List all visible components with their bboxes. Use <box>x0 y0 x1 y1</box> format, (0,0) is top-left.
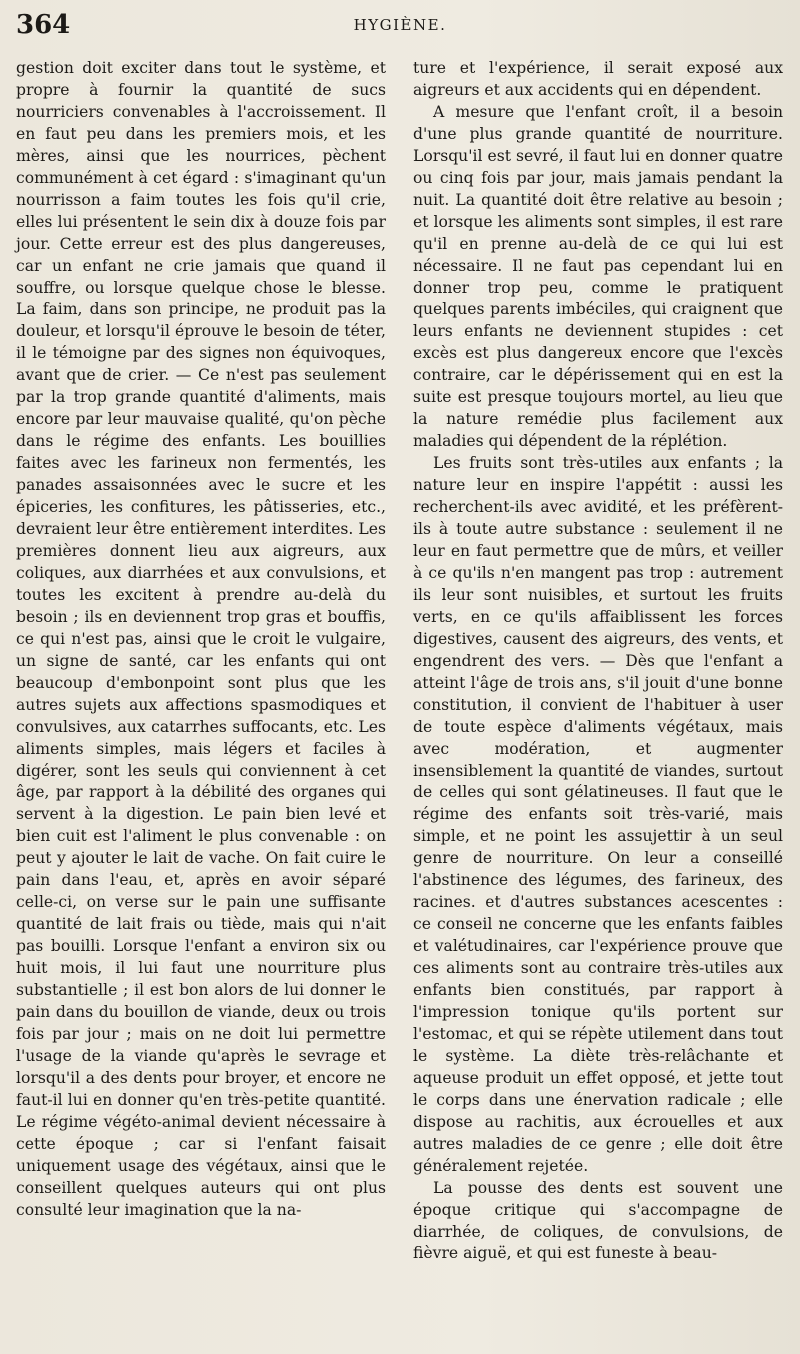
paragraph: Les fruits sont très-utiles aux enfants ; la nature leur en inspire l'appétit : aussi les recherchent-ils avec avidité, et les préfèrent-ils à toute autre substance : seulement il ne leur en faut permettre que de mûrs, et veiller à ce qu'ils n'en mangent pas trop : autrement ils leur sont nuisibles, et surtout les fruits verts, en ce qu'ils affaiblissent les forces digestives, causent des aigreurs, des vents, et engendrent des vers. — Dès que l'enfant a atteint l'âge de trois ans, s'il jouit d'une bonne constitution, il convient de l'habituer à user de toute espèce d'aliments végétaux, mais avec modération, et augmenter insensiblement la quantité de viandes, surtout de celles qui sont gélatineuses. Il faut que le régime des enfants soit très-varié, mais simple, et ne point les assujettir à un seul genre de nourriture. On leur a conseillé l'abstinence des légumes, des farineux, des racines. et d'autres substances acescentes : ce conseil ne concerne que les enfants faibles et valétudinaires, car l'expérience prouve que ces aliments sont au contraire très-utiles aux enfants bien constitués, par rapport à l'impression tonique qu'ils portent sur l'estomac, et qui se répète utilement dans tout le système. La diète très-relâchante et aqueuse produit un effet opposé, et jette tout le corps dans une énervation radicale ; elle dispose au rachitis, aux écrouelles et aux autres maladies de ce genre ; elle doit être généralement rejetée. <box>413 454 783 1175</box>
paragraph: A mesure que l'enfant croît, il a besoin d'une plus grande quantité de nourriture. Lorsqu'il est sevré, il faut lui en donner quatre ou cinq fois par jour, mais jamais pendant la nuit. La quantité doit être relative au besoin ; et lorsque les aliments sont simples, il est rare qu'il en prenne au-delà de ce qui lui est nécessaire. Il ne faut pas cependant lui en donner trop peu, comme le pratiquent quelques parents imbéciles, qui craignent que leurs enfants ne deviennent stupides : cet excès est plus dangereux encore que l'excès contraire, car le dépérissement qui en est la suite est presque toujours mortel, au lieu que la nature remédie plus facilement aux maladies qui dépendent de la réplétion. <box>413 102 783 451</box>
paragraph: ture et l'expérience, il serait exposé aux aigreurs et aux accidents qui en dépendent. <box>413 59 783 99</box>
running-head: HYGIÈNE. <box>353 16 447 34</box>
left-column <box>16 58 386 1222</box>
paragraph: La pousse des dents est souvent une époque critique qui s'accompagne de diarrhée, de coliques, de convulsions, de fièvre aiguë, et qui est funeste à beau- <box>413 1178 783 1263</box>
page-number: 364 <box>16 10 71 40</box>
paragraph: gestion doit exciter dans tout le système, et propre à fournir la quantité de sucs nourriciers convenables à l'accroissement. Il en faut peu dans les premiers mois, et les mères, ainsi que les nourrices, pèchent communément à cet égard : s'imaginant qu'un nourrisson a faim toutes les fois qu'il crie, elles lui présentent le sein dix à douze fois par jour. Cette erreur est des plus dangereuses, car un enfant ne crie jamais que quand il souffre, ou lorsque quelque chose le blesse. La faim, dans son principe, ne produit pas la douleur, et lorsqu'il éprouve le besoin de téter, il le témoigne par des signes non équivoques, avant que de crier. — Ce n'est pas seulement par la trop grande quantité d'aliments, mais encore par leur mauvaise qualité, qu'on pèche dans le régime des enfants. Les bouillies faites avec les farineux non fermentés, les panades assaisonnées avec le sucre et les épiceries, les confitures, les pâtisseries, etc., devraient leur être entièrement interdites. Les premières donnent lieu aux aigreurs, aux coliques, aux diarrhées et aux convulsions, et toutes les excitent à prendre au-delà du besoin ; ils en deviennent trop gras et bouffis, ce qui n'est pas, ainsi que le croit le vulgaire, un signe de santé, car les enfants qui ont beaucoup d'embonpoint sont plus que les autres sujets aux affections spasmodiques et convulsives, aux catarrhes suffocants, etc. Les aliments simples, mais légers et faciles à digérer, sont les seuls qui conviennent à cet âge, par rapport à la débilité des organes qui servent à la digestion. Le pain bien levé et bien cuit est l'aliment le plus convenable : on peut y ajouter le lait de vache. On fait cuire le pain dans l'eau, et, après en avoir séparé celle-ci, on verse sur le pain une suffisante quantité de lait frais ou tiède, mais qui n'ait pas bouilli. Lorsque l'enfant a environ six ou huit mois, il lui faut une nourriture plus substantielle ; il est bon alors de lui donner le pain dans du bouillon de viande, deux ou trois fois par jour ; mais on ne doit lui permettre l'usage de la viande qu'après le sevrage et lorsqu'il a des dents pour broyer, et encore ne faut-il lui en donner qu'en très-petite quantité. Le régime végéto-animal devient nécessaire à cette époque ; car si l'enfant faisait uniquement usage des végétaux, ainsi que le conseillent quelques auteurs qui ont plus consulté leur imagination que la na- <box>16 59 386 1219</box>
right-column <box>413 58 783 1265</box>
